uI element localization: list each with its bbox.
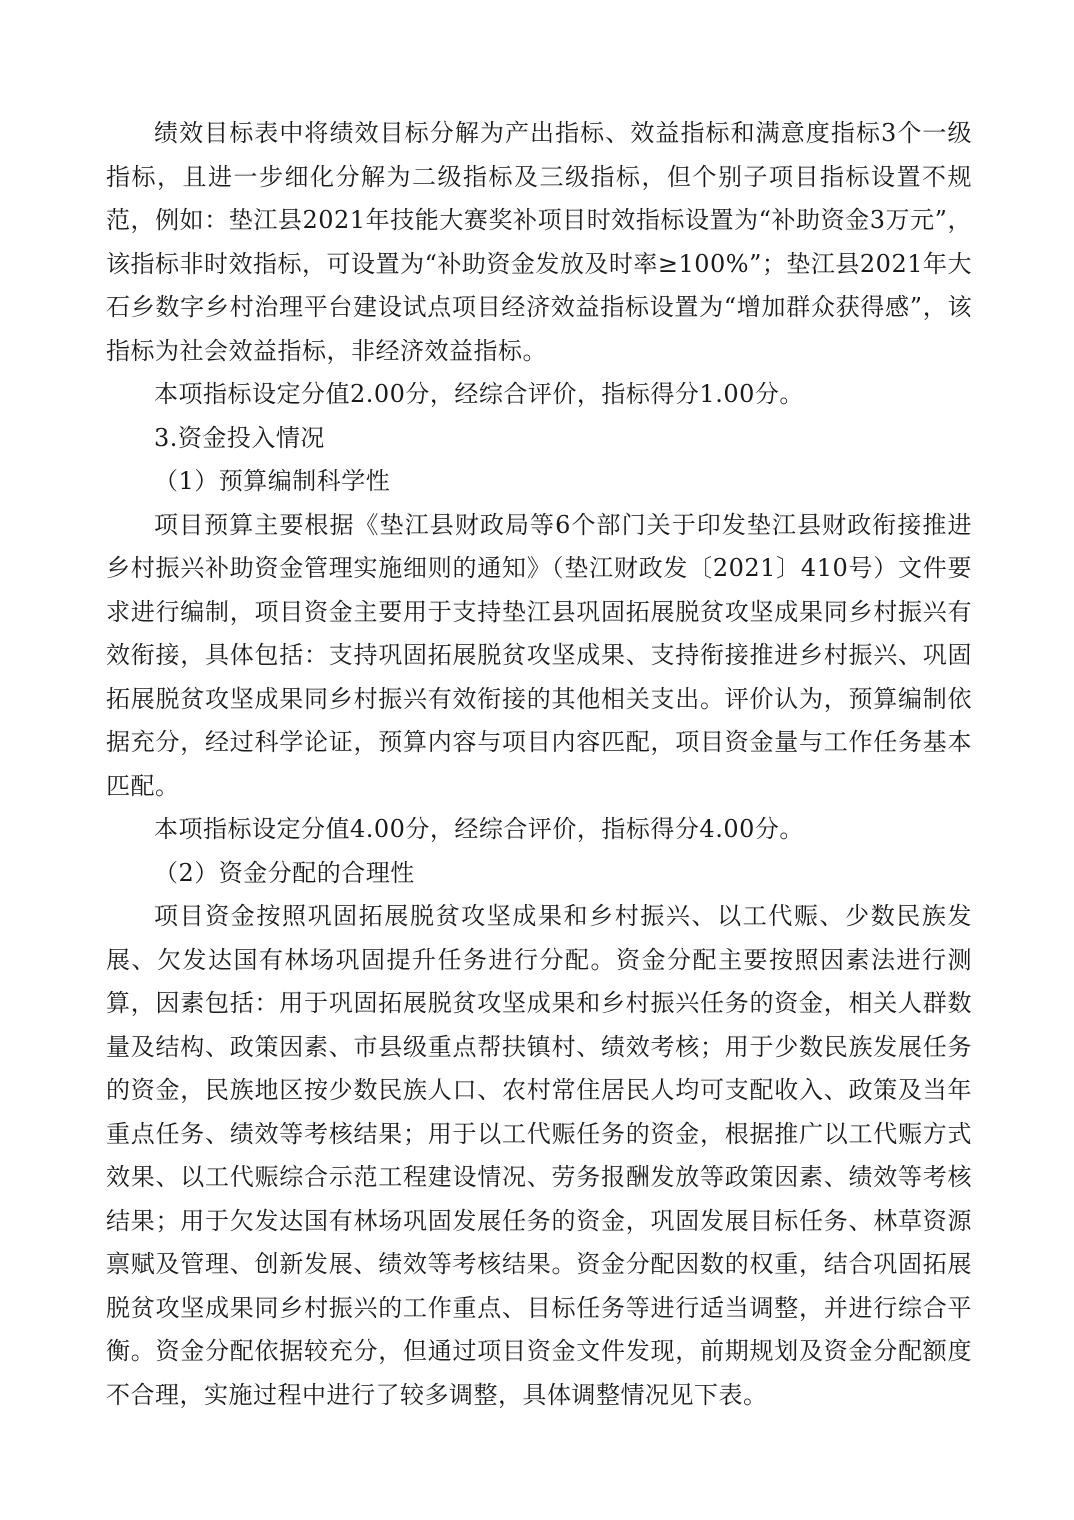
paragraph-score-2: 本项指标设定分值4.00分，经综合评价，指标得分4.00分。 [154, 815, 804, 843]
paragraph-fund-allocation: 项目资金按照巩固拓展脱贫攻坚成果和乡村振兴、以工代赈、少数民族发展、欠发达国有林场巩固提升任务进行分配。资金分配主要按照因素法进行测算，因素包括：用于巩固拓展脱贫攻坚成果和乡村振兴任务的资金，相关人群数量及结构、政策因素、市县级重点帮扶镇村、绩效考核；用于少数民族发展任务的资金，民族地区按少数民族人口、农村常住居民人均可支配收入、政策及当年重点任务、绩效等考核结果；用于以工代赈任务的资金，根据推广以工代赈方式效果、以工代赈综合示范工程建设情况、劳务报酬发放等政策因素、绩效等考核结果；用于欠发达国有林场巩固发展任务的资金，巩固发展目标任务、林草资源禀赋及管理、创新发展、绩效等考核结果。资金分配因数的权重，结合巩固拓展脱贫攻坚成果同乡村振兴的工作重点、目标任务等进行适当调整，并进行综合平衡。资金分配依据较充分，但通过项目资金文件发现，前期规划及资金分配额度不合理，实施过程中进行了较多调整，具体调整情况见下表。 [106, 902, 972, 1409]
document-body [106, 112, 972, 1417]
paragraph-score-1: 本项指标设定分值2.00分，经综合评价，指标得分1.00分。 [154, 380, 804, 408]
section-heading-fund-input: 3.资金投入情况 [154, 423, 325, 452]
subheading-budget-preparation: （1）预算编制科学性 [154, 467, 391, 495]
paragraph-budget-preparation: 项目预算主要根据《垫江县财政局等6个部门关于印发垫江县财政衔接推进乡村振兴补助资金管理实施细则的通知》（垫江财政发〔2021〕410号）文件要求进行编制，项目资金主要用于支持垫江县巩固拓展脱贫攻坚成果同乡村振兴有效衔接，具体包括：支持巩固拓展脱贫攻坚成果、支持衔接推进乡村振兴、巩固拓展脱贫攻坚成果同乡村振兴有效衔接的其他相关支出。评价认为，预算编制依据充分，经过科学论证，预算内容与项目内容匹配，项目资金量与工作任务基本匹配。 [106, 510, 972, 800]
paragraph-performance-targets: 绩效目标表中将绩效目标分解为产出指标、效益指标和满意度指标3个一级指标，且进一步细化分解为二级指标及三级指标，但个别子项目指标设置不规范，例如：垫江县2021年技能大赛奖补项目时效指标设置为“补助资金3万元”，该指标非时效指标，可设置为“补助资金发放及时率≥100%”；垫江县2021年大石乡数字乡村治理平台建设试点项目经济效益指标设置为“增加群众获得感”，该指标为社会效益指标，非经济效益指标。 [106, 119, 972, 365]
subheading-fund-allocation: （2）资金分配的合理性 [154, 858, 415, 887]
